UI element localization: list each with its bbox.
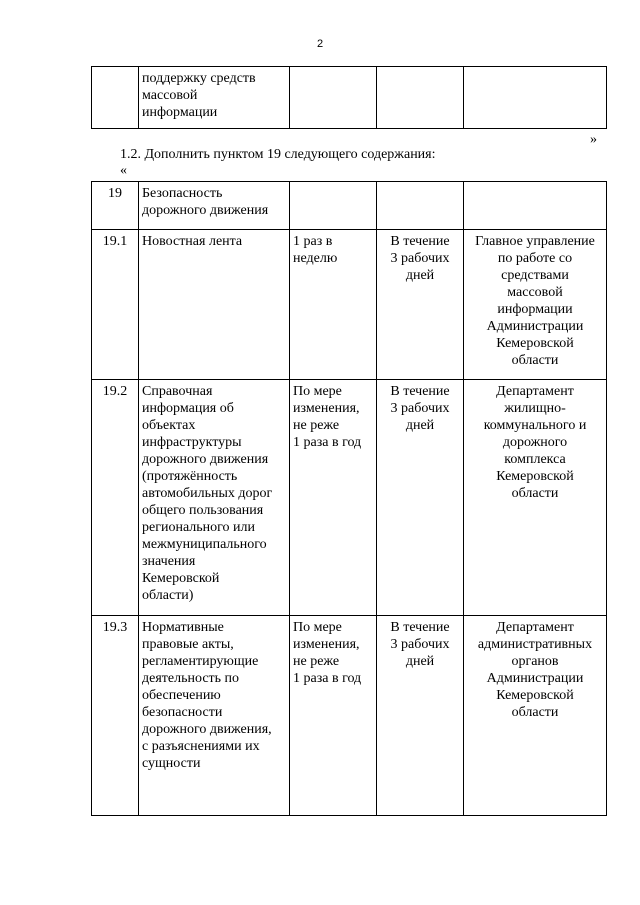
table-row <box>92 380 607 616</box>
cell-frequency: По мере изменения, не реже 1 раза в год <box>290 380 377 616</box>
page-number: 2 <box>316 38 324 50</box>
cell-deadline: В течение 3 рабочих дней <box>377 380 464 616</box>
cell-deadline <box>377 67 464 129</box>
cell-responsible: Департамент жилищно- коммунального и дорожного комплекса Кемеровской области <box>464 380 607 616</box>
table-row <box>92 230 607 380</box>
continuation-table <box>91 66 607 129</box>
cell-frequency: 1 раз в неделю <box>290 230 377 380</box>
cell-deadline <box>377 182 464 230</box>
table-row <box>92 67 607 129</box>
cell-name: поддержку средств массовой информации <box>139 67 290 129</box>
cell-responsible <box>464 182 607 230</box>
cell-frequency: По мере изменения, не реже 1 раза в год <box>290 616 377 816</box>
road-safety-table <box>91 181 607 816</box>
cell-responsible <box>464 67 607 129</box>
cell-deadline: В течение 3 рабочих дней <box>377 230 464 380</box>
cell-frequency <box>290 67 377 129</box>
amendment-instruction: 1.2. Дополнить пунктом 19 следующего содержания: <box>120 147 436 162</box>
cell-responsible: Главное управление по работе со средствами массовой информации Администрации Кемеровской области <box>464 230 607 380</box>
table-row <box>92 182 607 230</box>
table-row <box>92 616 607 816</box>
cell-num <box>92 67 139 129</box>
cell-name: Справочная информация об объектах инфраструктуры дорожного движения (протяжённость автомобильных дорог общего пользования регионального или межмуниципального значения Кемеровской области) <box>139 380 290 616</box>
cell-deadline: В течение 3 рабочих дней <box>377 616 464 816</box>
closing-quote: » <box>590 132 597 147</box>
cell-num: 19.2 <box>92 380 139 616</box>
cell-frequency <box>290 182 377 230</box>
cell-name: Безопасность дорожного движения <box>139 182 290 230</box>
cell-responsible: Департамент административных органов Администрации Кемеровской области <box>464 616 607 816</box>
cell-name: Новостная лента <box>139 230 290 380</box>
cell-num: 19 <box>92 182 139 230</box>
opening-quote: « <box>120 163 127 178</box>
cell-name: Нормативные правовые акты, регламентирующие деятельность по обеспечению безопасности дорожного движения, с разъяснениями их сущности <box>139 616 290 816</box>
cell-num: 19.1 <box>92 230 139 380</box>
cell-num: 19.3 <box>92 616 139 816</box>
